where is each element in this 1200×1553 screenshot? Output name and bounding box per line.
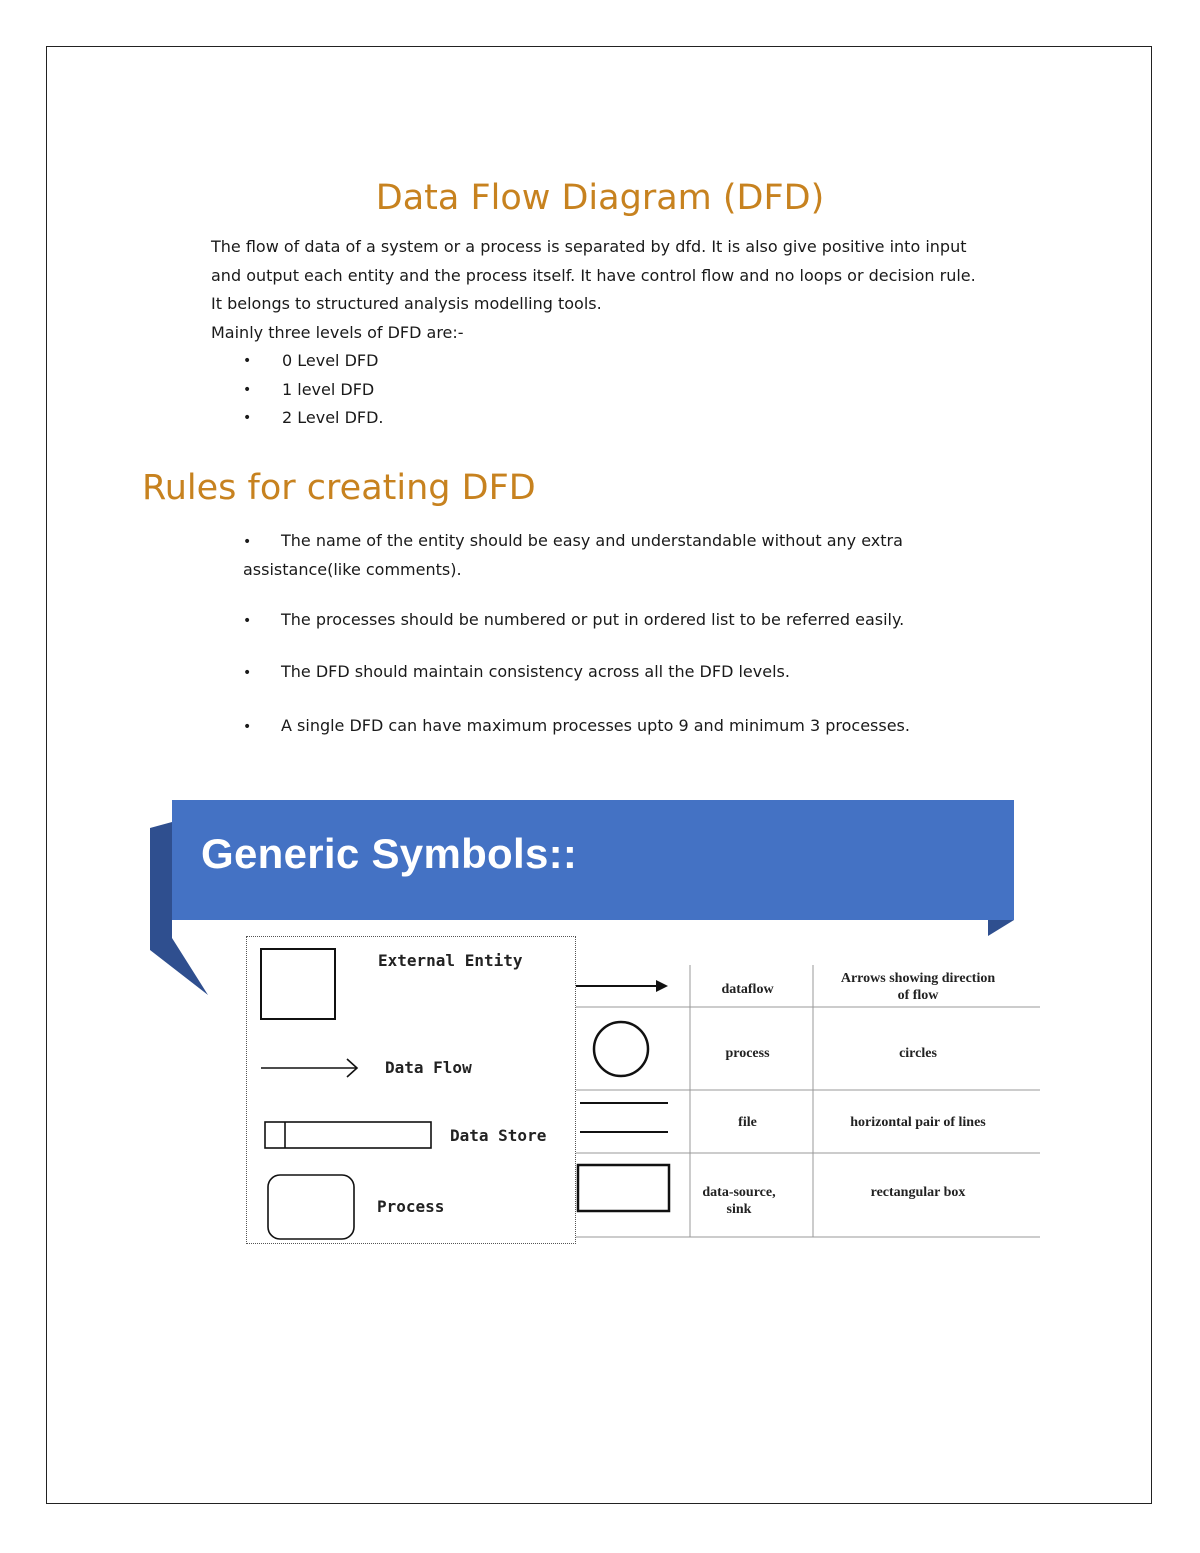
arrow-icon: [575, 980, 668, 992]
rectangle-icon: [578, 1165, 669, 1211]
list-item: • 1 level DFD: [211, 376, 1091, 405]
bullet-icon: •: [243, 719, 252, 735]
intro-line: and output each entity and the process itself. It have control flow and no loops or decision rule.: [211, 265, 976, 285]
intro-line: The flow of data of a system or a process is separated by dfd. It is also give positive into input: [211, 237, 967, 256]
bullet-icon: •: [243, 534, 252, 550]
circle-icon: [594, 1022, 648, 1076]
bullet-icon: •: [243, 381, 252, 398]
file-lines-icon: [580, 1103, 668, 1132]
table-desc-cell: rectangular box: [870, 1185, 966, 1200]
page-title: Data Flow Diagram (DFD): [375, 178, 825, 218]
intro-line: It belongs to structured analysis modelling tools.: [211, 294, 602, 313]
table-name-cell: process: [725, 1046, 770, 1061]
table-desc-cell: circles: [899, 1046, 937, 1061]
rules-heading: Rules for creating DFD: [142, 468, 536, 508]
bullet-icon: •: [243, 665, 252, 681]
intro-section: [211, 233, 1091, 433]
data-flow-arrow-icon: [261, 1059, 357, 1077]
rule-item: • The processes should be numbered or put in ordered list to be referred easily.: [243, 606, 1003, 635]
process-label: Process: [377, 1197, 445, 1216]
bullet-icon: •: [243, 353, 252, 369]
process-icon: [268, 1175, 354, 1239]
table-name-cell: file: [738, 1115, 757, 1130]
dfd-levels-list: [211, 347, 1091, 433]
list-item: • 2 Level DFD.: [211, 404, 1091, 433]
table-name-cell: dataflow: [721, 982, 774, 997]
intro-line: Mainly three levels of DFD are:-: [211, 322, 464, 342]
data-flow-label: Data Flow: [385, 1058, 472, 1077]
data-store-label: Data Store: [450, 1126, 547, 1145]
bullet-icon: •: [243, 613, 252, 629]
table-desc-cell: horizontal pair of lines: [850, 1115, 986, 1130]
banner-title: Generic Symbols::: [201, 830, 578, 877]
table-desc-cell: Arrows showing direction of flow: [840, 971, 996, 1003]
rule-item: • A single DFD can have maximum processes upto 9 and minimum 3 processes.: [243, 712, 1003, 741]
rule-item: • The DFD should maintain consistency across all the DFD levels.: [243, 658, 1003, 687]
list-item: • 0 Level DFD: [211, 347, 1091, 376]
rule-item: • The name of the entity should be easy and understandable without any extra assistance(like comments).: [243, 531, 903, 579]
bullet-icon: •: [243, 410, 252, 426]
external-entity-label: External Entity: [378, 951, 523, 970]
external-entity-icon: [261, 949, 335, 1019]
banner-right-fold: [988, 920, 1014, 936]
symbol-legend-panel: [246, 936, 576, 1244]
data-store-icon: [265, 1122, 431, 1148]
table-name-cell: data-source, sink: [702, 1185, 776, 1217]
